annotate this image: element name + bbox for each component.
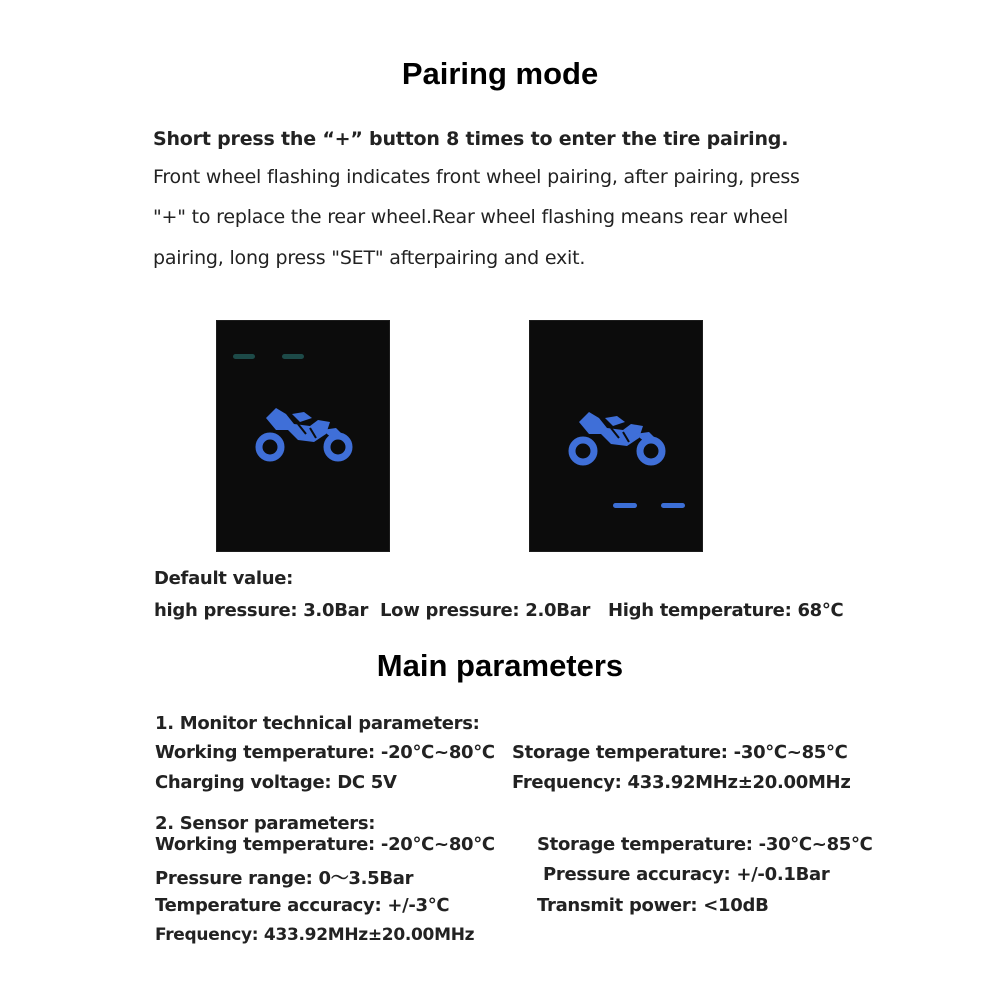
default-low-pressure: Low pressure: 2.0Bar (380, 600, 591, 621)
motorcycle-icon (565, 404, 671, 472)
monitor-parameters-heading: 1. Monitor technical parameters: (155, 713, 480, 734)
monitor-working-temperature: Working temperature: -20℃~80℃ (155, 742, 495, 763)
sensor-parameters-heading: 2. Sensor parameters: (155, 813, 376, 834)
sensor-temperature-accuracy: Temperature accuracy: +/-3℃ (155, 895, 450, 916)
pairing-instruction-line-1: Short press the “+” button 8 times to enter the tire pairing. (153, 128, 789, 150)
main-parameters-title: Main parameters (376, 648, 624, 683)
front-wheel-pairing-display (216, 320, 390, 552)
default-high-temperature: High temperature: 68℃ (608, 600, 844, 621)
front-pressure-dash (233, 354, 255, 359)
sensor-working-temperature: Working temperature: -20℃~80℃ (155, 834, 495, 855)
monitor-charging-voltage: Charging voltage: DC 5V (155, 772, 397, 793)
sensor-frequency: Frequency: 433.92MHz±20.00MHz (155, 925, 475, 945)
sensor-pressure-accuracy: Pressure accuracy: +/-0.1Bar (543, 864, 830, 885)
pairing-mode-title: Pairing mode (401, 56, 599, 91)
default-high-pressure: high pressure: 3.0Bar (154, 600, 369, 621)
pairing-instruction-line-3: "+" to replace the rear wheel.Rear wheel flashing means rear wheel (153, 206, 789, 228)
pairing-instruction-line-2: Front wheel flashing indicates front wheel pairing, after pairing, press (153, 166, 800, 188)
rear-pressure-dash (613, 503, 637, 508)
default-value-heading: Default value: (154, 568, 294, 589)
rear-wheel-pairing-display (529, 320, 703, 552)
front-temperature-dash (282, 354, 304, 359)
sensor-pressure-range: Pressure range: 0～3.5Bar (155, 868, 414, 889)
rear-temperature-dash (661, 503, 685, 508)
motorcycle-icon (252, 400, 358, 468)
monitor-frequency: Frequency: 433.92MHz±20.00MHz (512, 772, 851, 793)
sensor-transmit-power: Transmit power: <10dB (537, 895, 769, 916)
sensor-storage-temperature: Storage temperature: -30℃~85℃ (537, 834, 873, 855)
monitor-storage-temperature: Storage temperature: -30℃~85℃ (512, 742, 848, 763)
pairing-instruction-line-4: pairing, long press "SET" afterpairing and exit. (153, 247, 586, 269)
